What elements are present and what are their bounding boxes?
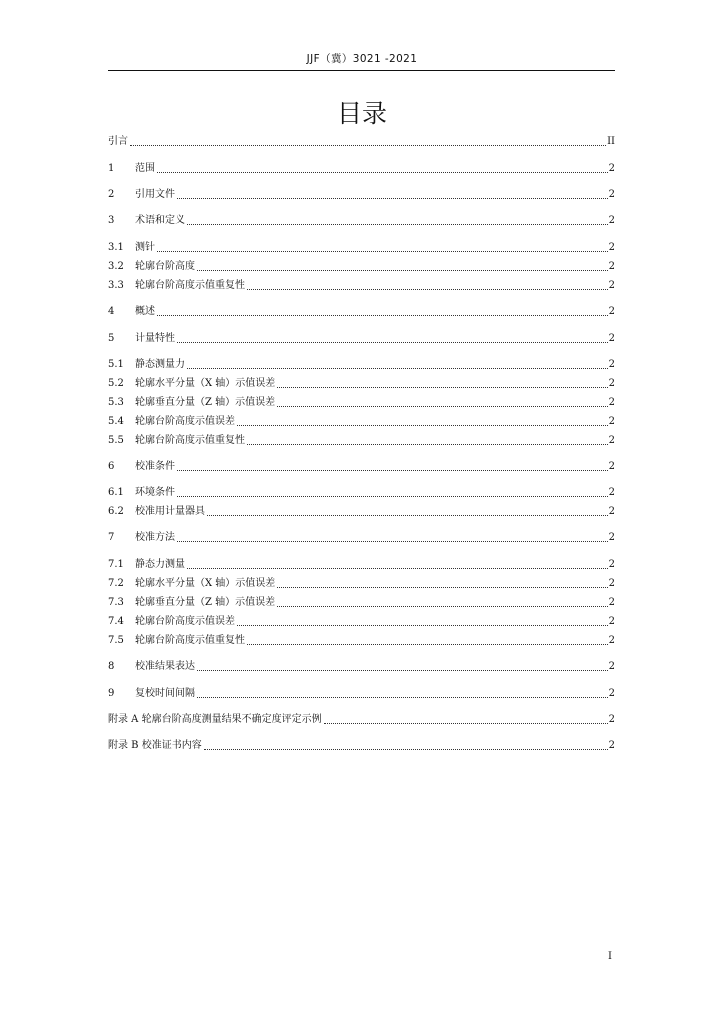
toc-leader-dots <box>207 514 608 516</box>
toc-leader-dots <box>204 748 608 750</box>
toc-entry-page: 2 <box>608 616 615 627</box>
toc-entry-page: 2 <box>608 688 615 699</box>
toc-entry-text: 范围 <box>135 163 155 174</box>
toc-leader-dots <box>197 269 608 271</box>
toc-entry-page: 2 <box>608 559 615 570</box>
toc-entry-text: 校准结果表达 <box>135 661 195 672</box>
toc-entry[interactable] <box>108 485 615 499</box>
toc-entry-text: 轮廓垂直分量（Z 轴）示值误差 <box>135 597 276 608</box>
toc-entry-page: 2 <box>608 242 615 253</box>
toc-entry-page: 2 <box>608 306 615 317</box>
toc-entry[interactable] <box>108 134 615 148</box>
toc-entry-number: 7.5 <box>108 635 124 646</box>
toc-entry-number: 7.4 <box>108 616 124 627</box>
toc-entry[interactable] <box>108 530 615 544</box>
toc-entry[interactable] <box>108 213 615 227</box>
toc-entry-text: 轮廓台阶高度示值重复性 <box>135 635 245 646</box>
toc-leader-dots <box>277 586 607 588</box>
toc-leader-dots <box>187 567 608 569</box>
toc-leader-dots <box>177 495 608 497</box>
toc-entry-number: 5.1 <box>108 359 124 370</box>
toc-leader-dots <box>177 341 608 343</box>
toc-entry[interactable] <box>108 240 615 254</box>
toc-entry[interactable] <box>108 459 615 473</box>
toc-entry-text: 轮廓水平分量（X 轴）示值误差 <box>135 578 276 589</box>
toc-leader-dots <box>130 144 606 146</box>
toc-entry[interactable] <box>108 686 615 700</box>
page-title: 目录 <box>336 99 387 128</box>
toc-entry-text: 引言 <box>108 136 128 147</box>
toc-entry[interactable] <box>108 712 615 726</box>
toc-leader-dots <box>187 223 608 225</box>
toc-entry[interactable] <box>108 376 615 390</box>
toc-entry-number: 5.5 <box>108 435 124 446</box>
toc-entry-page: 2 <box>608 163 615 174</box>
toc-leader-dots <box>197 669 608 671</box>
toc-entry-page: 2 <box>608 661 615 672</box>
toc-entry-text: 轮廓台阶高度示值误差 <box>135 616 235 627</box>
toc-leader-dots <box>247 288 608 290</box>
toc-entry-text: 计量特性 <box>135 333 175 344</box>
toc-entry-number: 3 <box>108 215 115 226</box>
toc-entry-page: 2 <box>608 189 615 200</box>
toc-entry-page: 2 <box>608 333 615 344</box>
toc-entry-number: 5 <box>108 333 115 344</box>
toc-entry-text: 轮廓水平分量（X 轴）示值误差 <box>135 378 276 389</box>
toc-entry[interactable] <box>108 614 615 628</box>
toc-entry-page: 2 <box>608 532 615 543</box>
toc-entry-number: 6.1 <box>108 487 124 498</box>
toc-entry-number: 3.1 <box>108 242 124 253</box>
toc-leader-dots <box>157 314 608 316</box>
toc-leader-dots <box>237 624 608 626</box>
toc-entry-number: 5.2 <box>108 378 124 389</box>
toc-entry[interactable] <box>108 659 615 673</box>
toc-entry-text: 校准用计量器具 <box>135 506 205 517</box>
toc-entry-text: 附录 A 轮廓台阶高度测量结果不确定度评定示例 <box>108 714 322 725</box>
footer-page-number: I <box>608 951 612 962</box>
toc-entry-text: 静态力测量 <box>135 559 185 570</box>
toc-leader-dots <box>157 171 608 173</box>
toc-leader-dots <box>277 386 607 388</box>
toc-entry-number: 6.2 <box>108 506 124 517</box>
toc-leader-dots <box>247 643 608 645</box>
toc-entry[interactable] <box>108 738 615 752</box>
toc-leader-dots <box>187 367 608 369</box>
toc-entry[interactable] <box>108 187 615 201</box>
toc-entry[interactable] <box>108 595 615 609</box>
toc-entry-text: 引用文件 <box>135 189 175 200</box>
toc-leader-dots <box>324 722 608 724</box>
toc-entry-page: 2 <box>608 359 615 370</box>
toc-leader-dots <box>277 605 607 607</box>
document-code-header: JJF（冀）3021 -2021 <box>306 53 418 65</box>
toc-entry-number: 6 <box>108 461 115 472</box>
toc-entry-text: 校准条件 <box>135 461 175 472</box>
toc-entry-page: 2 <box>608 635 615 646</box>
toc-entry-number: 7.3 <box>108 597 124 608</box>
toc-entry[interactable] <box>108 557 615 571</box>
toc-entry-text: 轮廓台阶高度示值重复性 <box>135 435 245 446</box>
toc-entry-text: 复校时间间隔 <box>135 688 195 699</box>
toc-entry-page: 2 <box>608 578 615 589</box>
toc-leader-dots <box>247 443 608 445</box>
toc-entry-number: 7.1 <box>108 559 124 570</box>
toc-entry-text: 轮廓台阶高度 <box>135 261 195 272</box>
toc-entry-number: 5.3 <box>108 397 124 408</box>
toc-entry-text: 术语和定义 <box>135 215 185 226</box>
toc-entry-page: 2 <box>608 487 615 498</box>
toc-entry-text: 概述 <box>135 306 155 317</box>
toc-entry[interactable] <box>108 395 615 409</box>
toc-entry-page: 2 <box>608 714 615 725</box>
toc-leader-dots <box>237 424 608 426</box>
toc-entry[interactable] <box>108 304 615 318</box>
toc-entry-text: 测针 <box>135 242 155 253</box>
toc-entry-number: 8 <box>108 661 115 672</box>
toc-entry-page: 2 <box>608 261 615 272</box>
toc-entry-page: 2 <box>608 435 615 446</box>
toc-entry-number: 9 <box>108 688 115 699</box>
toc-entry-page: 2 <box>608 280 615 291</box>
toc-entry[interactable] <box>108 504 615 518</box>
toc-entry-page: 2 <box>608 215 615 226</box>
toc-entry-number: 5.4 <box>108 416 124 427</box>
toc-leader-dots <box>277 405 607 407</box>
toc-entry[interactable] <box>108 633 615 647</box>
toc-entry-text: 附录 B 校准证书内容 <box>108 740 202 751</box>
header-rule <box>108 70 615 71</box>
toc-entry[interactable] <box>108 278 615 292</box>
toc-entry-text: 轮廓垂直分量（Z 轴）示值误差 <box>135 397 276 408</box>
toc-entry[interactable] <box>108 576 615 590</box>
toc-entry[interactable] <box>108 414 615 428</box>
toc-entry-page: 2 <box>608 506 615 517</box>
toc-leader-dots <box>177 540 608 542</box>
toc-entry-number: 2 <box>108 189 115 200</box>
toc-entry[interactable] <box>108 357 615 371</box>
toc-entry-page: 2 <box>608 461 615 472</box>
toc-entry-page: 2 <box>608 597 615 608</box>
toc-entry-number: 7 <box>108 532 115 543</box>
toc-leader-dots <box>197 696 608 698</box>
toc-entry-text: 静态测量力 <box>135 359 185 370</box>
toc-entry-number: 3.2 <box>108 261 124 272</box>
toc-entry-text: 校准方法 <box>135 532 175 543</box>
toc-entry-text: 环境条件 <box>135 487 175 498</box>
toc-entry[interactable] <box>108 433 615 447</box>
toc-entry-page: 2 <box>608 397 615 408</box>
toc-entry-number: 1 <box>108 163 115 174</box>
toc-entry-text: 轮廓台阶高度示值重复性 <box>135 280 245 291</box>
toc-entry-number: 7.2 <box>108 578 124 589</box>
toc-entry-page: 2 <box>608 416 615 427</box>
toc-entry[interactable] <box>108 161 615 175</box>
toc-entry-number: 3.3 <box>108 280 124 291</box>
toc-leader-dots <box>177 197 608 199</box>
toc-entry-page: 2 <box>608 378 615 389</box>
toc-entry[interactable] <box>108 331 615 345</box>
toc-entry-page: 2 <box>608 740 615 751</box>
toc-entry[interactable] <box>108 259 615 273</box>
toc-leader-dots <box>157 250 608 252</box>
toc-entry-page: II <box>607 136 615 147</box>
toc-leader-dots <box>177 469 608 471</box>
toc-entry-text: 轮廓台阶高度示值误差 <box>135 416 235 427</box>
toc-entry-number: 4 <box>108 306 115 317</box>
